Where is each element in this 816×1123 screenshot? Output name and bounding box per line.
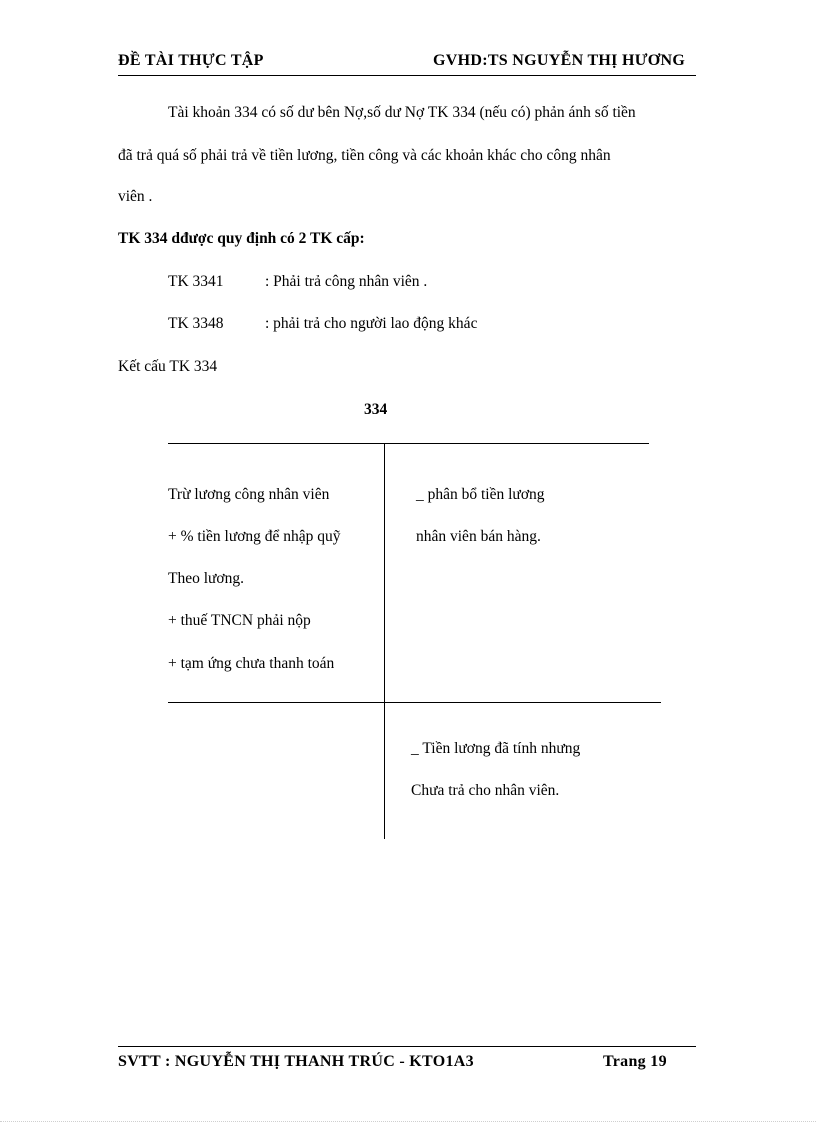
debit-line-3: Theo lương.: [168, 570, 245, 587]
t-account-top-rule: [168, 443, 649, 444]
debit-line-4: + thuế TNCN phải nộp: [168, 612, 311, 629]
paragraph-line-3: viên .: [118, 188, 153, 205]
subheading: TK 334 dđược quy định có 2 TK cấp:: [118, 230, 365, 247]
debit-line-1: Trừ lương công nhân viên: [168, 486, 330, 503]
account-desc-1: : Phải trả công nhân viên .: [265, 273, 428, 290]
header-title: ĐỀ TÀI THỰC TẬP: [118, 52, 264, 69]
t-account-middle-rule: [168, 702, 661, 703]
credit-line-2: nhân viên bán hàng.: [416, 528, 541, 545]
debit-line-2: + % tiền lương để nhập quỹ: [168, 528, 341, 545]
t-account-title: 334: [364, 401, 388, 418]
paragraph-line-1: Tài khoản 334 có số dư bên Nợ,số dư Nợ TK 334 (nếu có) phản ánh số tiền: [168, 104, 636, 121]
structure-label: Kết cấu TK 334: [118, 358, 218, 375]
paragraph-line-2: đã trả quá số phải trả về tiền lương, tiền công và các khoản khác cho công nhân: [118, 147, 611, 164]
balance-line-1: _ Tiền lương đã tính nhưng: [411, 740, 581, 757]
account-code-1: TK 3341: [168, 273, 224, 290]
credit-line-1: _ phân bổ tiền lương: [416, 486, 545, 503]
t-account-divider: [384, 443, 385, 839]
header-advisor: GVHD:TS NGUYỄN THỊ HƯƠNG: [433, 52, 686, 69]
balance-line-2: Chưa trả cho nhân viên.: [411, 782, 560, 799]
footer-student: SVTT : NGUYỄN THỊ THANH TRÚC - KTO1A3: [118, 1053, 474, 1070]
header-rule: [118, 75, 696, 76]
account-code-2: TK 3348: [168, 315, 224, 332]
account-desc-2: : phải trả cho người lao động khác: [265, 315, 478, 332]
debit-line-5: + tạm ứng chưa thanh toán: [168, 655, 335, 672]
page-number: Trang 19: [603, 1053, 667, 1070]
footer-rule: [118, 1046, 696, 1047]
